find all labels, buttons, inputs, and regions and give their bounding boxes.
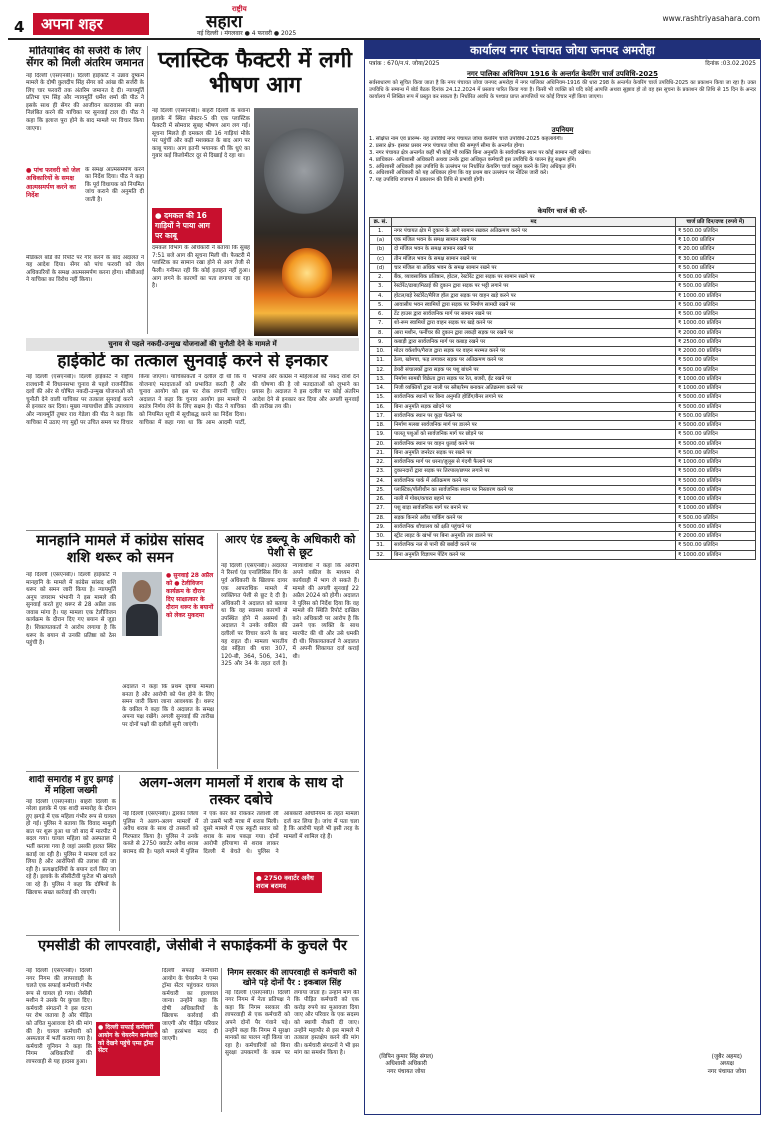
row-sr: 7. bbox=[370, 319, 392, 328]
table-row bbox=[370, 541, 756, 550]
charges-body bbox=[370, 226, 756, 559]
notice-table-caption: केयरिंग चार्ज की दरें- bbox=[537, 207, 588, 216]
row-rate: ₹ 500.00 प्रतिदिन bbox=[676, 282, 756, 291]
row-sr: 18. bbox=[370, 421, 392, 430]
eye-callout: ● पांच फरवरी को जेल अधिकारियों के समक्ष आत्मसमर्पण करने का निर्देश bbox=[26, 166, 81, 199]
row-desc: प्लास्टिक/पॉलीथीन का सार्वजनिक स्थान पर निस्तारण करने पर bbox=[392, 485, 676, 494]
row-desc: स्ट्रीट लाइट के खंभों पर बिना अनुमति तार डालने पर bbox=[392, 532, 676, 541]
row-desc: बैंक, व्यावसायिक प्रतिष्ठान, होटल, रेस्टोरेंट द्वारा सड़क पर सामान रखने पर bbox=[392, 273, 676, 282]
notice-panel bbox=[364, 40, 761, 1115]
rule-item: 1. संक्षिप्त नाम एवं प्रारम्भ- यह उपविधि नगर पंचायत जोया केयरिंग चार्ज उपविधि-2025 कहलायेगी। bbox=[369, 136, 563, 143]
row-sr: 20. bbox=[370, 439, 392, 448]
hc-headline: हाईकोर्ट का तत्काल सुनवाई करने से इनकार bbox=[57, 352, 328, 371]
table-row bbox=[370, 393, 756, 402]
table-row bbox=[370, 319, 756, 328]
row-desc: दुकानदारों द्वारा सड़क पर तिरपाल/छप्पर लगाने पर bbox=[392, 467, 676, 476]
row-desc: सार्वजनिक शौचालय को क्षति पहुंचाने पर bbox=[392, 522, 676, 531]
row-desc: डेयरी संचालकों द्वारा सड़क पर पशु बांधने पर bbox=[392, 365, 676, 374]
dateline: नई दिल्ली । मंगलवार ● 4 फरवरी ● 2025 bbox=[197, 30, 297, 37]
liquor-body: नई दिल्ली (एसएनबी)। द्वारका जिला पुलिस ने अलग-अलग मामलों में अवैध शराब के साथ दो तस्करों को गिरफ्तार किया है। पुलिस ने उनके कब्जे से 2750 क्वार्टर अवैध शराब बरामद की है। पहले मामले में पुलिस ने एक कार को रोककर तलाशी ली तो उसमें भारी मात्रा में शराब मिली। दूसरे मामले में एक स्कूटी सवार को शराब के साथ पकड़ा गया। दोनों आरोपी हरियाणा से शराब लाकर दिल्ली में बेचते थे। पुलिस ने आबकारी अधिनियम के तहत मामला दर्ज कर लिया है। जांच में पता चला है कि आरोपी पहले भी इसी तरह के मामलों में शामिल रहे हैं। bbox=[123, 811, 359, 855]
eye-callout-side: के समक्ष आत्मसमर्पण करने का निर्देश दिया। पीठ ने कहा कि पूर्व विधायक को नियमित जांच कराने की अनुमति दी जाती है। bbox=[85, 166, 144, 203]
fire-headline: प्लास्टिक फैक्टरी में लगी भीषण आग bbox=[158, 48, 352, 99]
row-rate: ₹ 20.00 प्रतिदिन bbox=[676, 245, 756, 254]
row-desc: चार मंजिल या अधिक भवन के समक्ष सामान रखने पर bbox=[392, 263, 676, 272]
row-rate: ₹ 2500.00 प्रतिदिन bbox=[676, 337, 756, 346]
table-row bbox=[370, 300, 756, 309]
row-rate: ₹ 5000.00 प्रतिदिन bbox=[676, 402, 756, 411]
row-rate: ₹ 1000.00 प्रतिदिन bbox=[676, 384, 756, 393]
row-sr: 32. bbox=[370, 550, 392, 559]
signatory-right-org: नगर पंचायत जोया bbox=[707, 1068, 746, 1075]
row-sr: 31. bbox=[370, 541, 392, 550]
table-row bbox=[370, 430, 756, 439]
table-row bbox=[370, 513, 756, 522]
row-desc: सड़क किनारे अवैध पार्किंग करने पर bbox=[392, 513, 676, 522]
signatory-left bbox=[379, 1054, 433, 1077]
notice-office: कार्यालय नगर पंचायत जोया जनपद अमरोहा bbox=[365, 41, 760, 59]
article-nigam bbox=[225, 968, 359, 1114]
row-rate: ₹ 5000.00 प्रतिदिन bbox=[676, 393, 756, 402]
nigam-headline: निगम सरकार की लापरवाही से कर्मचारी को खोने पड़े दोनों पैर : इकबाल सिंह bbox=[227, 968, 357, 987]
row-sr: 27. bbox=[370, 504, 392, 513]
row-desc: पालतू पशुओं को सार्वजनिक मार्ग पर छोड़ने पर bbox=[392, 430, 676, 439]
table-row bbox=[370, 504, 756, 513]
row-rate: ₹ 1000.00 प्रतिदिन bbox=[676, 291, 756, 300]
signatory-right-name: (जुबैर अहमद) bbox=[711, 1053, 743, 1060]
woman-body: नई दिल्ली (एसएनबी)। बाहरी दिल्ली के नरेला इलाके में एक शादी समारोह के दौरान हुए झगड़े में एक महिला गंभीर रूप से घायल हो गई। पुलिस ने बताया कि विवाद मामूली बात पर शुरू हुआ था जो बाद में मारपीट में बदल गया। घायल महिला को अस्पताल में भर्ती कराया गया है जहां उसकी हालत स्थिर बताई जा रही है। पुलिस ने मामला दर्ज कर लिया है और आरोपियों की तलाश की जा रही है। प्रत्यक्षदर्शियों के बयान दर्ज किए जा रहे हैं। इलाके के सीसीटीवी फुटेज भी खंगाले जा रहे हैं। पुलिस ने कहा कि दोषियों के खिलाफ सख्त कार्रवाई की जाएगी। bbox=[26, 798, 116, 896]
liquor-headline: अलग-अलग मामलों में शराब के साथ दो तस्कर दबोचे bbox=[139, 775, 343, 808]
row-desc: निजी व्यक्तियों द्वारा नाली पर स्लैब/रैम्प बनाकर अतिक्रमण करने पर bbox=[392, 384, 676, 393]
row-sr: 30. bbox=[370, 532, 392, 541]
row-rate: ₹ 5000.00 प्रतिदिन bbox=[676, 476, 756, 485]
row-sr: 11. bbox=[370, 356, 392, 365]
row-sr: 19. bbox=[370, 430, 392, 439]
row-sr: 24. bbox=[370, 476, 392, 485]
row-desc: सार्वजनिक मार्ग पर धरना/जुलूस से गंदगी फैलाने पर bbox=[392, 458, 676, 467]
row-rate: ₹ 500.00 प्रतिदिन bbox=[676, 300, 756, 309]
rule-item: 2. प्रसार क्षेत्र- इसका प्रसार नगर पंचायत जोया की सम्पूर्ण सीमा के अन्तर्गत होगा। bbox=[369, 142, 525, 149]
row-rate: ₹ 500.00 प्रतिदिन bbox=[676, 513, 756, 522]
tharoor-body: नई दिल्ली (एसएनबी)। दिल्ली हाईकोर्ट ने मानहानि के मामले में कांग्रेस सांसद शशि थरूर को समन जारी किया है। न्यायमूर्ति अनूप जयराम भंभानी ने इस मामले की सुनवाई करते हुए थरूर से 28 अप्रैल तक जवाब मांगा है। यह मामला एक टेलीविजन कार्यक्रम के दौरान दिए गए बयान से जुड़ा है। शिकायतकर्ता ने आरोप लगाया है कि थरूर के बयान से उनकी प्रतिष्ठा को ठेस पहुंची है। bbox=[26, 572, 116, 647]
row-sr: (a) bbox=[370, 236, 392, 245]
row-rate: ₹ 5000.00 प्रतिदिन bbox=[676, 467, 756, 476]
band-strip: चुनाव से पहले नकदी-उन्मुख योजनाओं की चुनौती देने के मामले में bbox=[26, 338, 359, 351]
table-row bbox=[370, 485, 756, 494]
table-row bbox=[370, 550, 756, 559]
table-row bbox=[370, 439, 756, 448]
article-woman bbox=[26, 775, 116, 933]
row-desc: सार्वजनिक पार्क में अतिक्रमण करने पर bbox=[392, 476, 676, 485]
charges-table bbox=[369, 217, 756, 560]
col-divider-2 bbox=[217, 533, 218, 769]
row-sr: 9. bbox=[370, 337, 392, 346]
row-desc: रेस्टोरेंट/ढाबा/मिठाई की दुकान द्वारा सड़क पर भट्टी लगाने पर bbox=[392, 282, 676, 291]
row-rate: ₹ 500.00 प्रतिदिन bbox=[676, 365, 756, 374]
hc-rule bbox=[26, 530, 359, 531]
row-sr: 8. bbox=[370, 328, 392, 337]
row-sr: 22. bbox=[370, 458, 392, 467]
row-sr: 14. bbox=[370, 384, 392, 393]
rnw-rule bbox=[26, 771, 359, 772]
paper-name: सहारा bbox=[206, 12, 243, 32]
article-hc bbox=[26, 352, 359, 528]
section-label: अपना शहर bbox=[33, 13, 149, 35]
row-sr: 1. bbox=[370, 226, 392, 235]
row-rate: ₹ 5000.00 प्रतिदिन bbox=[676, 522, 756, 531]
col-desc: मद bbox=[392, 217, 676, 226]
col-rate: चार्ज प्रति दिन/दण्ड (रुपये में) bbox=[676, 217, 756, 226]
row-rate: ₹ 1000.00 प्रतिदिन bbox=[676, 319, 756, 328]
eye-headline: मोतियाबिंद की सर्जरी के लिए सेंगर को मिली अंतरिम जमानत bbox=[26, 46, 144, 69]
row-desc: शो-रूम स्वामियों द्वारा वाहन सड़क पर खड़े करने पर bbox=[392, 319, 676, 328]
row-rate: ₹ 1000.00 प्रतिदिन bbox=[676, 374, 756, 383]
table-row bbox=[370, 328, 756, 337]
row-rate: ₹ 1000.00 प्रतिदिन bbox=[676, 550, 756, 559]
row-rate: ₹ 2000.00 प्रतिदिन bbox=[676, 347, 756, 356]
row-sr: 21. bbox=[370, 448, 392, 457]
row-rate: ₹ 500.00 प्रतिदिन bbox=[676, 310, 756, 319]
table-row bbox=[370, 448, 756, 457]
row-desc: होटल/बड़े रेस्टोरेंट/मैरिज हॉल द्वारा सड़क पर वाहन खड़े करने पर bbox=[392, 291, 676, 300]
paper-small: राष्ट्रीय bbox=[232, 5, 247, 13]
row-rate: ₹ 5000.00 प्रतिदिन bbox=[676, 439, 756, 448]
row-rate: ₹ 50.00 प्रतिदिन bbox=[676, 263, 756, 272]
liquor-rule bbox=[26, 935, 359, 936]
col-divider-4 bbox=[221, 968, 222, 1112]
row-sr: 12. bbox=[370, 365, 392, 374]
table-row bbox=[370, 282, 756, 291]
table-row bbox=[370, 402, 756, 411]
row-rate: ₹ 500.00 प्रतिदिन bbox=[676, 448, 756, 457]
row-rate: ₹ 500.00 प्रतिदिन bbox=[676, 541, 756, 550]
row-desc: आरा मशीन, फर्नीचर की दुकान द्वारा लकड़ी सड़क पर रखने पर bbox=[392, 328, 676, 337]
table-row bbox=[370, 365, 756, 374]
tharoor-portrait bbox=[122, 572, 162, 636]
eye-body: नई दिल्ली (एसएनबी)। दिल्ली हाईकोर्ट ने उन्नाव दुष्कर्म मामले के दोषी कुलदीप सिंह सेंगर को आंख की सर्जरी के लिए चार फरवरी तक अंतरिम जमानत दे दी। न्यायमूर्ति प्रतिभा एम सिंह और न्यायमूर्ति धर्मेश शर्मा की पीठ ने इसके साथ ही सेंगर की आजीवन कारावास की सजा निलंबित करने की याचिका पर सुनवाई टाल दी। पीठ ने कहा कि इलाज पूरा होने के बाद मामले पर विचार किया जाएगा। bbox=[26, 72, 144, 132]
table-row bbox=[370, 291, 756, 300]
row-rate: ₹ 2000.00 प्रतिदिन bbox=[676, 328, 756, 337]
row-sr: 17. bbox=[370, 411, 392, 420]
row-rate: ₹ 2000.00 प्रतिदिन bbox=[676, 532, 756, 541]
row-rate: ₹ 500.00 प्रतिदिन bbox=[676, 430, 756, 439]
row-desc: पशु बाड़ा सार्वजनिक मार्ग पर बनाने पर bbox=[392, 504, 676, 513]
row-desc: नगर पंचायत क्षेत्र में दुकान के आगे सामान रखकर अतिक्रमण करने पर bbox=[392, 226, 676, 235]
website[interactable]: www.rashtriyasahara.com bbox=[662, 14, 760, 23]
row-desc: एक मंजिल भवन के समक्ष सामान रखने पर bbox=[392, 236, 676, 245]
notice-ref-no: पत्रांक : 670/न.पं. जोया/2025 bbox=[369, 61, 440, 67]
row-rate: ₹ 500.00 प्रतिदिन bbox=[676, 226, 756, 235]
table-row bbox=[370, 310, 756, 319]
table-row bbox=[370, 384, 756, 393]
rule-item: 4. प्राधिकार- अधिशासी अधिकारी अथवा उनके द्वारा अधिकृत कर्मचारी इस उपविधि के पालन हेतु सक्षम होंगे। bbox=[369, 156, 577, 163]
row-desc: निर्माण मलबा सार्वजनिक मार्ग पर डालने पर bbox=[392, 421, 676, 430]
fire-body-text: नई दिल्ली (एसएनबी)। बाहरी दिल्ली के बवाना इलाके में स्थित सेक्टर-5 की एक प्लास्टिक फैक्टरी में सोमवार सुबह भीषण आग लग गई। सूचना मिलते ही दमकल की 16 गाड़ियां मौके पर पहुंचीं और कड़ी मशक्कत के बाद आग पर काबू पाया। आग इतनी भयानक थी कि धुएं का गुबार कई किलोमीटर दूर से दिखाई दे रहा था। bbox=[152, 108, 250, 160]
table-row bbox=[370, 411, 756, 420]
table-row bbox=[370, 263, 756, 272]
fire-photo bbox=[254, 108, 358, 336]
rnw-body: नई दिल्ली (एसएनबी)। अदालत ने रिसर्च एंड एनालिसिस विंग के पूर्व अधिकारी के खिलाफ दायर एक आपराधिक मामले में व्यक्तिगत पेशी से छूट दे दी है। अधिकारी ने अदालत को बताया था कि वह स्वास्थ्य कारणों से उपस्थित होने में असमर्थ हैं। अदालत ने उनके वकील की दलीलों पर विचार करने के बाद यह राहत दी। मामला भारतीय दंड संहिता की धारा 307, 120-बी, 364, 506, 341, 325 और 34 के तहत दर्ज है। न्यायाधीश ने कहा कि आरोपी अपने वकील के माध्यम से कार्यवाही में भाग ले सकते हैं। मामले की अगली सुनवाई 22 अप्रैल 2024 को होगी। अदालत ने पुलिस को निर्देश दिया कि वह मामले की स्थिति रिपोर्ट दाखिल करे। अधिकारी पर आरोप है कि उसने एक व्यक्ति के साथ मारपीट की थी और उसे धमकी दी थी। शिकायतकर्ता ने अदालत में अपनी शिकायत दर्ज कराई थी। bbox=[221, 562, 359, 668]
row-rate: ₹ 10.00 प्रतिदिन bbox=[676, 236, 756, 245]
row-rate: ₹ 5000.00 प्रतिदिन bbox=[676, 421, 756, 430]
flame-shape bbox=[282, 248, 332, 298]
mcd-body: नई दिल्ली (एसएनबी)। दिल्ली नगर निगम की लापरवाही के चलते एक सफाई कर्मचारी गंभीर रूप से घायल हो गया। जेसीबी मशीन ने उसके पैर कुचल दिए। कर्मचारी संगठनों ने इस घटना पर रोष जताया है और पीड़ित को उचित मुआवजा देने की मांग की है। घायल कर्मचारी को अस्पताल में भर्ती कराया गया है। कर्मचारी यूनियन ने कहा कि निगम अधिकारियों की लापरवाही से यह हादसा हुआ। bbox=[26, 968, 92, 1065]
masthead bbox=[0, 0, 768, 38]
row-desc: बिना अनुमति जनरेटर सड़क पर रखने पर bbox=[392, 448, 676, 457]
table-row bbox=[370, 421, 756, 430]
fire-body-2: दमकल विभाग के अधिकारी ने बताया कि सुबह 7:51 बजे आग की सूचना मिली थी। फैक्टरी में प्लास्टिक का सामान रखा होने से आग तेजी से फैली। गनीमत रही कि कोई हताहत नहीं हुआ। आग लगने के कारणों का पता लगाया जा रहा है। bbox=[152, 245, 250, 290]
rule-item: 5. अधिशासी अधिकारी इस उपविधि के उल्लंघन पर निर्धारित केयरिंग चार्ज वसूल करने के लिए अधिकृत होंगे। bbox=[369, 163, 577, 170]
row-desc: ठेला, खोमचा, फड़ लगाकर सड़क पर अतिक्रमण करने पर bbox=[392, 356, 676, 365]
row-desc: सार्वजनिक स्थान पर वाहन धुलाई करने पर bbox=[392, 439, 676, 448]
fire-callout: ● दमकल की 16 गाड़ियों ने पाया आग पर काबू bbox=[152, 208, 222, 243]
row-rate: ₹ 1000.00 प्रतिदिन bbox=[676, 504, 756, 513]
row-desc: टेंट हाउस द्वारा सार्वजनिक मार्ग पर सामान रखने पर bbox=[392, 310, 676, 319]
row-sr: 4. bbox=[370, 291, 392, 300]
table-row bbox=[370, 374, 756, 383]
row-sr: 2. bbox=[370, 273, 392, 282]
portrait-shoulders bbox=[126, 604, 158, 636]
row-sr: (c) bbox=[370, 254, 392, 263]
row-desc: सार्वजनिक स्थान पर कूड़ा फेंकने पर bbox=[392, 411, 676, 420]
nigam-body: नई दिल्ली (एसएनबी)। दिल्ली नगर निगम में नेता प्रतिपक्ष ने कहा कि निगम सरकार की लापरवाही से एक कर्मचारी को अपने दोनों पैर गंवाने पड़े। उन्होंने कहा कि निगम में सुरक्षा मानकों का पालन नहीं किया जा रहा है। कर्मचारियों को बिना सुरक्षा उपकरणों के काम पर लगाया जाता है। उन्होंने मांग की कि पीड़ित कर्मचारी को एक करोड़ रुपये का मुआवजा दिया जाए और परिवार के एक सदस्य को स्थायी नौकरी दी जाए। उन्होंने महापौर से इस मामले में तत्काल हस्तक्षेप करने की मांग की। कर्मचारी संगठनों ने भी इस मांग का समर्थन किया है। bbox=[225, 989, 359, 1057]
table-row bbox=[370, 476, 756, 485]
notice-ref-date: दिनांक :03.02.2025 bbox=[705, 61, 756, 67]
row-sr: 16. bbox=[370, 402, 392, 411]
mcd-callout: ● दिल्ली सफाई कर्मचारी आयोग के चेयरमैन कर्मचारी को देखने पहुंचे एम्स ट्रॉमा सेंटर bbox=[96, 1022, 160, 1076]
row-desc: सार्वजनिक स्थानों पर बिना अनुमति होर्डिंग/बैनर लगाने पर bbox=[392, 393, 676, 402]
tharoor-callout: ● सुनवाई 28 अप्रैल को ● टेलीविजन कार्यक्रम के दौरान दिए साक्षात्कार के दौरान थरूर के बयानों को लेकर मुकदमा bbox=[166, 572, 214, 620]
rnw-headline: आरए एंड डब्ल्यू के अधिकारी को पेशी से छूट bbox=[224, 533, 356, 560]
signatory-left-org: नगर पंचायत जोया bbox=[386, 1068, 426, 1075]
row-sr: 29. bbox=[370, 522, 392, 531]
row-rate: ₹ 500.00 प्रतिदिन bbox=[676, 411, 756, 420]
rule-item: 6. अधिशासी अधिकारी को यह अधिकार होगा कि वह प्रथम बार उल्लंघन पर नोटिस जारी करे। bbox=[369, 170, 549, 177]
row-sr: (d) bbox=[370, 263, 392, 272]
table-row bbox=[370, 458, 756, 467]
row-sr: (b) bbox=[370, 245, 392, 254]
signatory-right-title: अध्यक्ष bbox=[719, 1061, 734, 1068]
article-rnw bbox=[221, 533, 359, 769]
row-rate: ₹ 1000.00 प्रतिदिन bbox=[676, 458, 756, 467]
row-rate: ₹ 500.00 प्रतिदिन bbox=[676, 273, 756, 282]
mcd-body-2: दिल्ली सफाई कर्मचारी आयोग के चेयरमैन ने एम्स ट्रॉमा सेंटर पहुंचकर घायल कर्मचारी का हालचाल जाना। उन्होंने कहा कि दोषी अधिकारियों के खिलाफ कार्रवाई की जाएगी और पीड़ित परिवार को हरसंभव मदद दी जाएगी। bbox=[162, 968, 218, 1043]
row-sr: 13. bbox=[370, 374, 392, 383]
table-row bbox=[370, 337, 756, 346]
row-sr: 28. bbox=[370, 513, 392, 522]
tharoor-headline: मानहानि मामले में कांग्रेस सांसद शशि थरूर को समन bbox=[36, 533, 204, 567]
row-desc: बिना अनुमति विज्ञापन पेंटिंग करने पर bbox=[392, 550, 676, 559]
table-row bbox=[370, 273, 756, 282]
portrait-head bbox=[133, 580, 151, 602]
eye-body-2: मेडिकल बोर्ड की रिपोर्ट पर गौर करने के बाद अदालत ने यह आदेश दिया। सेंगर को पांच फरवरी को जेल अधिकारियों के समक्ष आत्मसमर्पण करना होगा। सीबीआई ने याचिका का विरोध नहीं किया। bbox=[26, 254, 144, 284]
table-row bbox=[370, 226, 756, 235]
table-row bbox=[370, 347, 756, 356]
col-divider-3 bbox=[119, 775, 120, 931]
col-divider bbox=[147, 46, 148, 334]
row-sr: 23. bbox=[370, 467, 392, 476]
row-sr: 5. bbox=[370, 300, 392, 309]
tharoor-body-2: अदालत ने कहा कि प्रथम दृष्टया मामला बनता है और आरोपी को पेश होने के लिए समन जारी किया जाना आवश्यक है। थरूर के वकील ने कहा कि वे अदालत के समक्ष अपना पक्ष रखेंगे। अगली सुनवाई की तारीख पर दोनों पक्षों की दलीलें सुनी जाएंगी। bbox=[122, 684, 214, 728]
hc-body: नई दिल्ली (एसएनबी)। दिल्ली हाईकोर्ट ने राष्ट्रीय राजधानी में विधानसभा चुनाव से पहले राजनीतिक दलों की ओर से घोषित नकदी-उन्मुख योजनाओं को चुनौती देने वाली याचिका पर तत्काल सुनवाई करने से इनकार कर दिया। मुख्य न्यायाधीश डीके उपाध्याय और न्यायमूर्ति तुषार राव गेडेला की पीठ ने कहा कि याचिका में उठाए गए मुद्दों पर उचित समय पर विचार किया जाएगा। याचिकाकर्ता ने दलील दी थी कि ये योजनाएं मतदाताओं को प्रभावित करती हैं और चुनाव आयोग को इस पर रोक लगानी चाहिए। अदालत ने कहा कि चुनाव आयोग इस मामले में स्वतंत्र निर्णय लेने के लिए सक्षम है। पीठ ने याचिका को नियमित सूची में सूचीबद्ध करने का निर्देश दिया। याचिका में कहा गया था कि आम आदमी पार्टी, भाजपा और कांग्रेस ने महिलाओं को नकद राशि देने की घोषणा की है जो मतदाताओं को लुभाने का प्रयास है। अदालत ने इस दलील पर कोई अंतरिम आदेश देने से इनकार कर दिया और अगली सुनवाई की तारीख तय की। bbox=[26, 374, 359, 426]
row-sr: 6. bbox=[370, 310, 392, 319]
signatory-left-name: (विपिन कुमार सिंह संगल) bbox=[379, 1053, 434, 1060]
liquor-callout: ● 2750 क्वार्टर अवैध शराब बरामद bbox=[254, 872, 322, 893]
row-desc: नाली में गोबर/कचरा बहाने पर bbox=[392, 495, 676, 504]
page-number: 4 bbox=[14, 18, 25, 36]
table-row bbox=[370, 236, 756, 245]
row-sr: 3. bbox=[370, 282, 392, 291]
row-sr: 15. bbox=[370, 393, 392, 402]
row-desc: आवासीय भवन स्वामियों द्वारा सड़क पर निर्माण सामग्री रखने पर bbox=[392, 300, 676, 309]
row-sr: 25. bbox=[370, 485, 392, 494]
fire-body bbox=[152, 108, 250, 334]
row-sr: 26. bbox=[370, 495, 392, 504]
signatory-right bbox=[708, 1054, 746, 1077]
row-desc: बिना अनुमति सड़क खोदने पर bbox=[392, 402, 676, 411]
smoke-shape bbox=[264, 126, 344, 216]
row-rate: ₹ 5000.00 प्रतिदिन bbox=[676, 485, 756, 494]
notice-intro: सर्वसाधारण को सूचित किया जाता है कि नगर पंचायत जोया जनपद अमरोहा में नगर पालिका अधिनियम-1916 की धारा 298 के अन्तर्गत केयरिंग चार्ज उपविधि-2025 का प्रकाशन किया जा रहा है। उक्त उपविधि के सम्बन्ध में बोर्ड बैठक दिनांक 24.12.2024 में प्रस्ताव पारित किया गया है। किसी भी व्यक्ति को यदि कोई आपत्ति अथवा सुझाव हो तो वह इस सूचना के प्रकाशन की तिथि से 15 दिन के अन्दर कार्यालय में लिखित रूप में प्रस्तुत कर सकता है। निर्धारित अवधि के पश्चात प्राप्त आपत्तियों पर कोई विचार नहीं किया जाएगा। bbox=[369, 79, 756, 100]
article-eye bbox=[26, 46, 144, 336]
table-row bbox=[370, 467, 756, 476]
table-row bbox=[370, 254, 756, 263]
table-row bbox=[370, 522, 756, 531]
woman-headline: शादी समारोह में हुए झगड़े में महिला जख्मी bbox=[28, 775, 114, 796]
row-desc: सार्वजनिक नल से पानी की बर्बादी करने पर bbox=[392, 541, 676, 550]
rule-item: 3. नगर पंचायत क्षेत्र अन्तर्गत कहीं भी कोई भी व्यक्ति बिना अनुमति के सार्वजनिक स्थान पर कोई सामान नहीं रखेगा। bbox=[369, 149, 591, 156]
row-desc: कबाड़ी द्वारा सार्वजनिक मार्ग पर कबाड़ रखने पर bbox=[392, 337, 676, 346]
signatory-left-title: अधिशासी अधिकारी bbox=[385, 1061, 427, 1068]
row-desc: मोटर वर्कशॉप/गैराज द्वारा सड़क पर वाहन मरम्मत करने पर bbox=[392, 347, 676, 356]
table-row bbox=[370, 495, 756, 504]
row-sr: 10. bbox=[370, 347, 392, 356]
charges-header-row bbox=[370, 217, 756, 226]
rule-item: 7. यह उपविधि राजपत्र में प्रकाशन की तिथि से प्रभावी होगी। bbox=[369, 177, 485, 184]
row-desc: निर्माण सामग्री विक्रेता द्वारा सड़क पर रेत, बजरी, ईंट रखने पर bbox=[392, 374, 676, 383]
article-mcd bbox=[26, 938, 359, 966]
notice-rules-title: उपनियम bbox=[551, 125, 574, 134]
table-row bbox=[370, 356, 756, 365]
notice-act-title: नगर पालिका अधिनियम 1916 के अन्तर्गत केयरिंग चार्ज उपविधि-2025 bbox=[467, 69, 658, 78]
row-desc: तीन मंजिल भवन के समक्ष सामान रखने पर bbox=[392, 254, 676, 263]
table-row bbox=[370, 532, 756, 541]
notice-rules bbox=[365, 136, 760, 206]
col-sr: क्र. सं. bbox=[370, 217, 392, 226]
mcd-headline: एमसीडी की लापरवाही, जेसीबी ने सफाईकर्मी के कुचले पैर bbox=[38, 938, 347, 954]
row-desc: दो मंजिल भवन के समक्ष सामान रखने पर bbox=[392, 245, 676, 254]
row-rate: ₹ 500.00 प्रतिदिन bbox=[676, 356, 756, 365]
row-rate: ₹ 1000.00 प्रतिदिन bbox=[676, 495, 756, 504]
table-row bbox=[370, 245, 756, 254]
row-rate: ₹ 30.00 प्रतिदिन bbox=[676, 254, 756, 263]
article-liquor bbox=[123, 775, 359, 933]
